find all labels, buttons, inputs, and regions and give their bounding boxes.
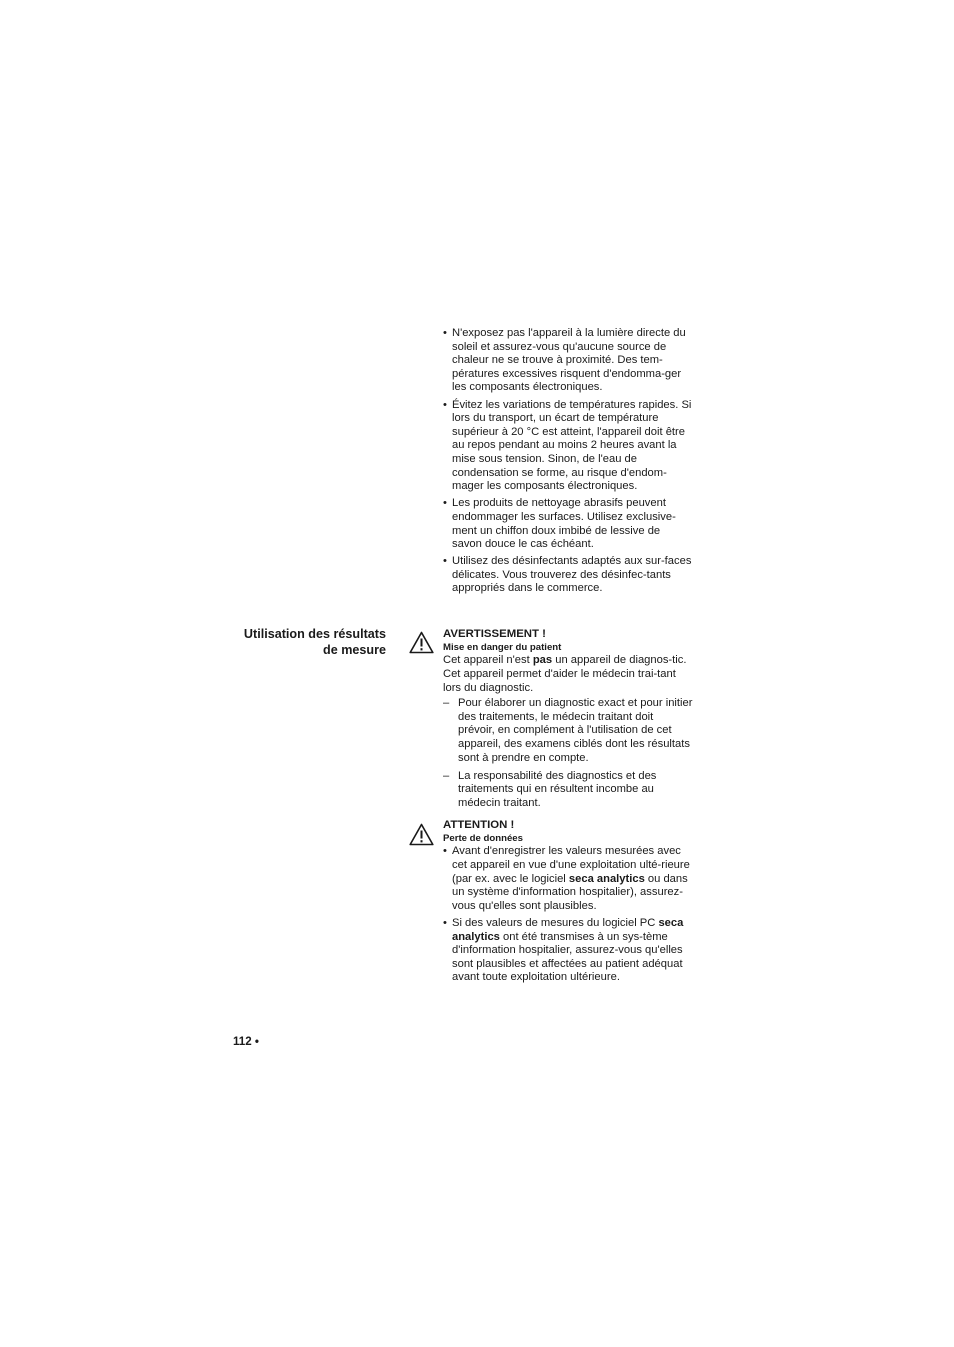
- list-item: [443, 497, 693, 551]
- product-name: seca analytics: [568, 872, 645, 885]
- bullet-dot: •: [443, 845, 447, 858]
- warning-triangle-icon: [409, 631, 434, 654]
- list-item-text: ont été transmises à un sys-tème d'information hospitalier, assurez-vous qu'elles sont plausibles et affectées au patient adéquat avant toute exploitation ultérieure.: [452, 930, 683, 984]
- list-item: [443, 327, 693, 395]
- dash-marker: –: [443, 769, 450, 782]
- product-name: seca analytics: [452, 916, 684, 943]
- warning-block: [443, 628, 693, 815]
- list-item: [443, 770, 693, 811]
- dash-marker: –: [443, 697, 450, 710]
- list-item: [443, 845, 693, 913]
- list-item: [443, 917, 693, 985]
- list-item-text: Utilisez des désinfectants adaptés aux sur-faces délicates. Vous trouverez des désinfec-tants appropriés dans le commerce.: [452, 555, 692, 595]
- bullet-dot: •: [443, 398, 447, 411]
- list-item-text: N'exposez pas l'appareil à la lumière directe du soleil et assurez-vous qu'aucune source de chaleur ne se trouve à proximité. Des tem-pératures excessives risquent d'endomma-ger les composants électroniques.: [452, 327, 686, 394]
- list-item-text: Avant d'enregistrer les valeurs mesurées avec cet appareil en vue d'une exploitation ulté-rieure (par ex. avec le logiciel: [452, 845, 690, 885]
- list-item: [443, 399, 693, 494]
- warning-text-emphasis: pas: [532, 654, 553, 667]
- page-number: 112 •: [233, 1035, 259, 1048]
- list-item: [443, 555, 693, 596]
- list-item-text: Pour élaborer un diagnostic exact et pour initier des traitements, le médecin traitant doit prévoir, en complément à l'utilisation de cet appareil, des examens ciblés dont les résultats sont à prendre en compte.: [458, 697, 693, 764]
- warning-text-part: Cet appareil n'est: [443, 654, 533, 667]
- warning-text-part: un appareil de diagnos-tic. Cet appareil permet d'aider le médecin trai-tant lors du diagnostic.: [443, 654, 687, 694]
- caution-subtitle: Perte de données: [443, 832, 523, 844]
- warning-subtitle: Mise en danger du patient: [443, 641, 562, 653]
- section-heading: [200, 626, 386, 658]
- warning-triangle-icon: [409, 823, 434, 846]
- bullet-dot: •: [443, 916, 447, 929]
- caution-block: [443, 819, 693, 989]
- bullet-dot: •: [443, 555, 447, 568]
- section-heading-line2: de mesure: [323, 643, 386, 657]
- caution-title: ATTENTION !: [443, 819, 515, 831]
- list-item-text: Les produits de nettoyage abrasifs peuvent endommager les surfaces. Utilisez exclusive-ment un chiffon doux imbibé de lessive de savon douce le cas échéant.: [452, 497, 676, 551]
- list-item-text: Évitez les variations de températures rapides. Si lors du transport, un écart de température supérieur à 20 °C est atteint, l'appareil doit être au repos pendant au moins 2 heures avant la mise sous tension. Sinon, de l'eau de condensation se forme, au risque d'endom-mager les composants électroniques.: [452, 398, 692, 493]
- precautions-list: [443, 327, 693, 600]
- list-item: [443, 697, 693, 765]
- bullet-dot: •: [443, 497, 447, 510]
- list-item-text: La responsabilité des diagnostics et des traitements qui en résultent incombe au médecin traitant.: [458, 769, 657, 809]
- bullet-dot: •: [443, 327, 447, 339]
- warning-title: AVERTISSEMENT !: [443, 628, 546, 640]
- section-heading-line1: Utilisation des résultats: [243, 627, 386, 641]
- list-item-text: ou dans un système d'information hospitalier), assurez-vous qu'elles sont plausibles.: [452, 872, 688, 912]
- list-item-text: Si des valeurs de mesures du logiciel PC: [452, 916, 659, 929]
- warning-text: [443, 654, 693, 695]
